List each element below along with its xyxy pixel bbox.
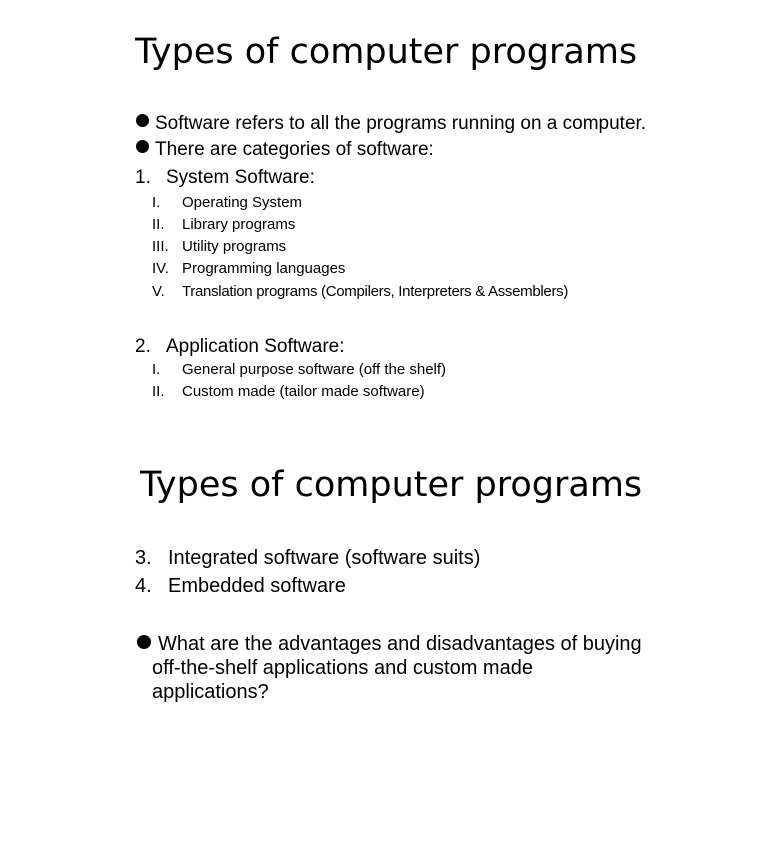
roman-marker: V. (152, 283, 165, 300)
bullet-icon (136, 140, 149, 153)
sub-list-text: Translation programs (Compilers, Interpreters & Assemblers) (182, 283, 569, 300)
sub-list-text: Utility programs (182, 238, 287, 255)
list-marker: 2. (135, 336, 151, 357)
question-line: What are the advantages and disadvantages of buying (158, 633, 642, 655)
sub-list-text: Programming languages (182, 260, 346, 277)
slide-1 (0, 0, 768, 430)
list-marker: 3. (135, 547, 152, 569)
roman-marker: II. (152, 383, 165, 400)
roman-marker: I. (152, 194, 161, 211)
roman-marker: II. (152, 216, 165, 233)
roman-marker: IV. (152, 260, 169, 277)
list-text: Embedded software (168, 575, 346, 597)
bullet-text: Software refers to all the programs running on a computer. (155, 113, 647, 134)
list-label: System Software: (166, 167, 315, 188)
sub-list-text: Operating System (182, 194, 303, 211)
sub-list-text: Custom made (tailor made software) (182, 383, 425, 400)
sub-list-text: Library programs (182, 216, 296, 233)
question-line: applications? (152, 681, 269, 703)
roman-marker: I. (152, 361, 161, 378)
list-text: Integrated software (software suits) (168, 547, 481, 569)
slide-title: Types of computer programs (135, 32, 638, 72)
bullet-text: There are categories of software: (155, 139, 434, 160)
question-line: off-the-shelf applications and custom made (152, 657, 533, 679)
list-marker: 4. (135, 575, 152, 597)
slide-2 (0, 430, 768, 866)
roman-marker: III. (152, 238, 169, 255)
list-label: Application Software: (166, 336, 345, 357)
bullet-icon (136, 114, 149, 127)
list-marker: 1. (135, 167, 151, 188)
slide-title: Types of computer programs (140, 465, 643, 505)
sub-list-text: General purpose software (off the shelf) (182, 361, 447, 378)
bullet-icon (137, 635, 151, 649)
